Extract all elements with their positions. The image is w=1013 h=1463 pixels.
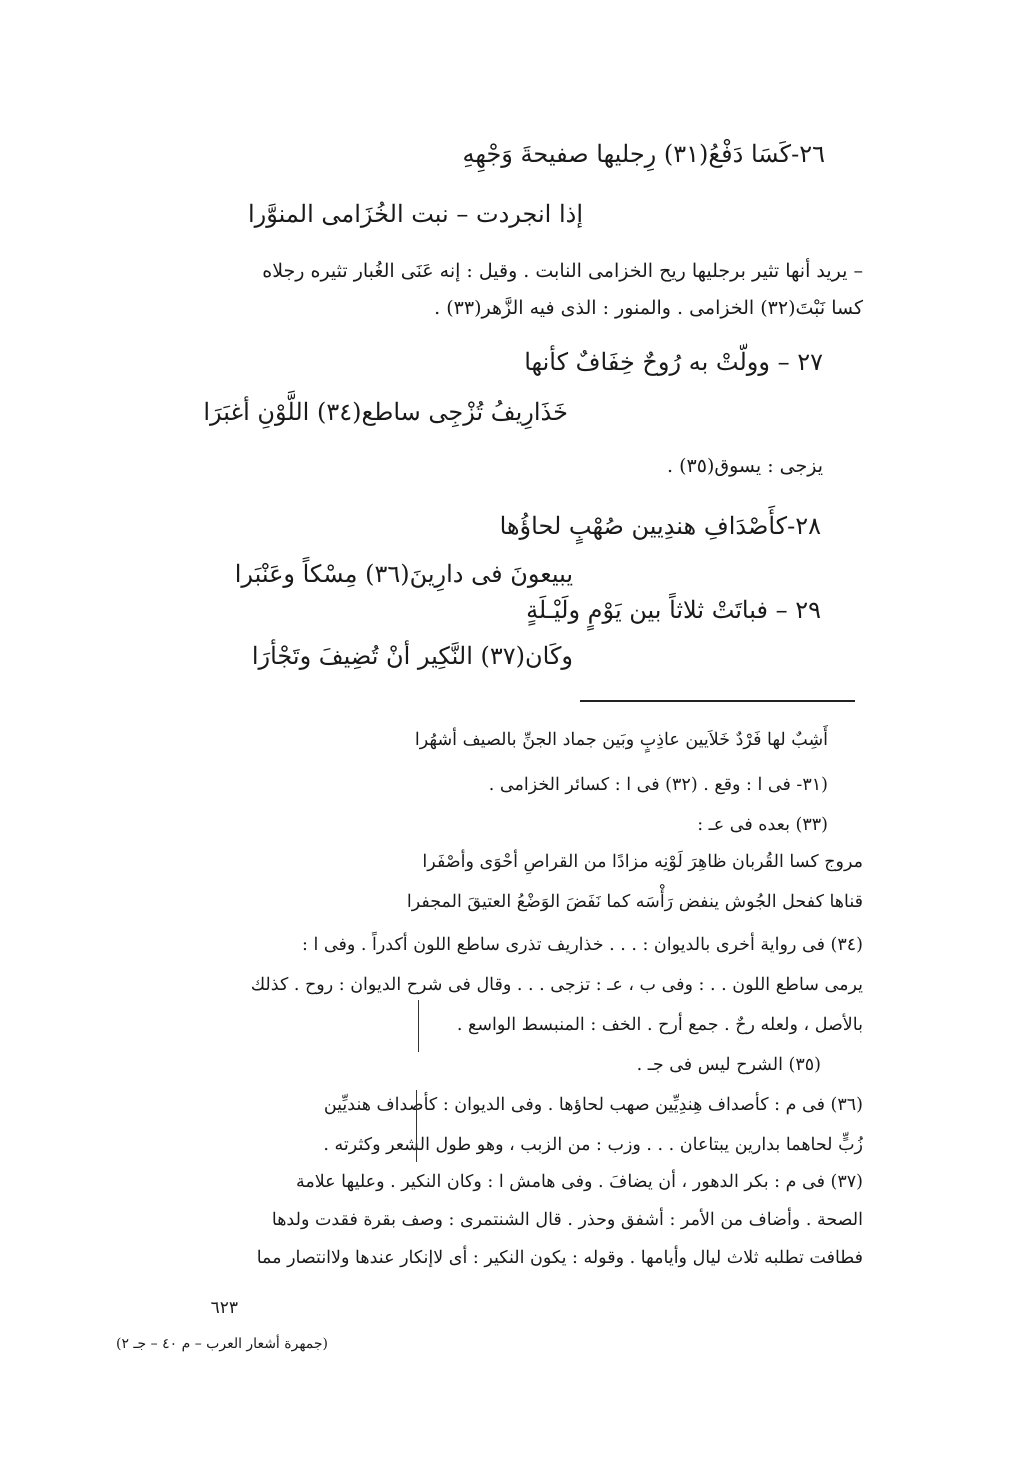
footnote-37-line-2: الصحة . وأضاف من الأمر : أشفق وحذر . قال الشنتمرى : وصف بقرة فقدت ولدها bbox=[271, 1210, 863, 1230]
footnote-33-verse-1: مروج كسا القُربان ظاهِرَ لَوْنِه مزادًا من القراصِ أحْوَى وأصْفَرا bbox=[422, 852, 863, 872]
footnote-33-verse-2: قناها كفحل الجُوش ينفض رَأْسَه كما نَفَضَ الوَضْعُ العتيقَ المجفرا bbox=[406, 892, 863, 912]
verse-29-first-hemistich: ٢٩ – فباتَتْ ثلاثاً بين يَوْمٍ ولَيْـلَةٍ bbox=[526, 596, 821, 624]
verse-28-second-hemistich: يبيعونَ فى دارِينَ(٣٦) مِسْكاً وعَنْبَرا bbox=[234, 560, 573, 588]
footnote-37-line-1: (٣٧) فى م : بكر الدهور ، أن يضافَ . وفى هامش ا : وكان النكير . وعليها علامة bbox=[295, 1172, 863, 1192]
footnote-34-line-1: (٣٤) فى رواية أخرى بالديوان : . . . خذاريف تذرى ساطع اللون أكدراً . وفى ا : bbox=[301, 935, 863, 955]
book-footer: (جمهرة أشعار العرب – م ٤٠ – جـ ٢) bbox=[115, 1336, 328, 1352]
verse-29-second-hemistich: وكَان(٣٧) النَّكِير أنْ تُضِيفَ وتَجْأرَا bbox=[251, 642, 573, 670]
footnote-34-line-3: بالأصل ، ولعله رحٌ . جمع أرح . الخف : المنبسط الواسع . bbox=[456, 1015, 863, 1035]
page-number: ٦٢٣ bbox=[210, 1298, 238, 1318]
margin-mark-1 bbox=[418, 1000, 419, 1052]
commentary-verse-27: يزجى : يسوق(٣٥) . bbox=[667, 455, 823, 477]
verse-28-first-hemistich: ٢٨-كأَصْدَافِ هندِيين صُهْبٍ لحاؤُها bbox=[499, 512, 821, 540]
footnote-separator bbox=[580, 700, 855, 702]
footnote-36-line-2: زُبٍّ لحاهما بدارين يبتاعان . . . وزب : من الزبب ، وهو طول الشعر وكثرته . bbox=[323, 1135, 863, 1155]
footnote-carryover-verse: أَشِبٌ لها فَرْدٌ خَلاَيين عاذِبٍ وبَين جماد الجنِّ بالصيف أشهُرا bbox=[414, 730, 828, 750]
footnote-34-line-2: يرمى ساطع اللون . . : وفى ب ، عـ : تزجى . . . وقال فى شرح الديوان : روح . كذلك bbox=[250, 975, 863, 995]
footnote-37-line-3: فطافت تطلبه ثلاث ليال وأيامها . وقوله : يكون النكير : أى لاإنكار عندها ولاانتصار مما bbox=[256, 1248, 863, 1268]
margin-mark-2 bbox=[416, 1090, 417, 1162]
commentary-verse-26-line-2: كسا نَبْتَ(٣٢) الخزامى . والمنور : الذى فيه الزَّهر(٣٣) . bbox=[434, 297, 863, 319]
verse-26-first-hemistich: ٢٦-كَسَا دَفْعُ(٣١) رِجليها صفيحةَ وَجْهِهِ bbox=[462, 140, 825, 168]
verse-27-first-hemistich: ٢٧ – وولّتْ به رُوحٌ خِفَافٌ كأنها bbox=[524, 348, 823, 376]
commentary-verse-26-line-1: – يريد أنها تثير برجليها ريح الخزامى النابت . وقيل : إنه عَنَى الغُبار تثيره رجلاه bbox=[262, 260, 863, 282]
footnote-36-line-1: (٣٦) فى م : كأصداف هِندِيِّين صهب لحاؤها . وفى الديوان : كأصداف هنديِّين bbox=[323, 1095, 863, 1115]
footnote-31-32: (٣١- فى ا : وقع . (٣٢) فى ا : كسائر الخزامى . bbox=[488, 775, 828, 795]
verse-27-second-hemistich: خَذَارِيفُ تُزْجِى ساطع(٣٤) اللَّوْنِ أغبَرَا bbox=[203, 398, 568, 426]
footnote-35: (٣٥) الشرح ليس فى جـ . bbox=[636, 1055, 821, 1075]
footnote-33: (٣٣) بعده فى عـ : bbox=[697, 815, 828, 835]
verse-26-second-hemistich: إذا انجردت – نبت الخُزَامى المنوَّرا bbox=[247, 200, 583, 228]
